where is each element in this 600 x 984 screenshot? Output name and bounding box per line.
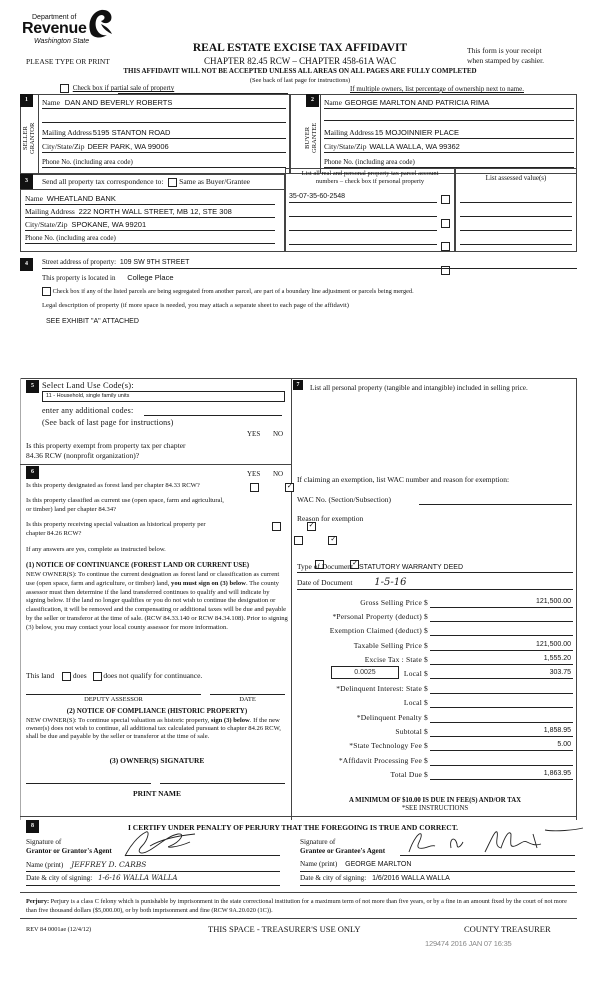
lower-box-left-border: [20, 378, 21, 820]
no-header-6: NO: [273, 470, 284, 478]
excise-tax-state-field[interactable]: 1,555.20: [430, 655, 573, 665]
excise-tax-local-row: Local $ 303.75: [403, 669, 571, 678]
notice-2-text: NEW OWNER(S): To continue special valuation as historic property, sign (3) below. If the new owner(s) does not wish to continue, all additional tax calculated pursuant to chapter 84.26 RCW, shall be due and payable by the seller or transferor at the time of sale.: [26, 717, 281, 740]
please-print-label: PLEASE TYPE OR PRINT: [26, 57, 110, 66]
owner-print-name-line[interactable]: [160, 783, 285, 784]
see-back-note: (See back of last page for instructions): [249, 77, 351, 84]
section-5-number: 5: [26, 380, 39, 393]
exemption-claimed-row: Exemption Claimed (deduct) $: [300, 626, 580, 638]
dor-emblem-icon: [85, 8, 115, 40]
grantor-name-field[interactable]: JEFFREY D. CARBS: [71, 860, 147, 869]
grantee-signature-scribble: [405, 826, 585, 858]
corr-name-field[interactable]: WHEATLAND BANK: [46, 194, 116, 203]
correspondence-row: Send all property tax correspondence to: Same as Buyer/Grantee: [42, 177, 250, 186]
segregated-checkbox[interactable]: [42, 287, 51, 296]
agency-line-2: Revenue: [22, 20, 87, 37]
agency-line-3: Washington State: [34, 38, 90, 45]
seller-name-row: Name DAN AND BEVERLY ROBERTS: [42, 98, 286, 109]
assessed-value-field[interactable]: [460, 207, 572, 217]
personal-property-deduct-row: *Personal Property (deduct) $: [300, 612, 580, 624]
deputy-assessor-label: DEPUTY ASSESSOR: [84, 696, 143, 703]
section-3-number: 3: [20, 174, 33, 189]
local-rate-field[interactable]: 0.0025: [331, 666, 399, 679]
taxable-selling-price-field[interactable]: 121,500.00: [430, 641, 573, 651]
certify-statement: I CERTIFY UNDER PENALTY OF PERJURY THAT THE FOREGOING IS TRUE AND CORRECT.: [128, 823, 459, 832]
section-6-rule: [20, 464, 291, 465]
current-use-question: Is this property classified as current use (open space, farm and agricultural, or timber) land per chapter 84.34?: [26, 497, 224, 513]
forest-land-yes-checkbox[interactable]: [272, 522, 281, 531]
gross-selling-price-field[interactable]: 121,500.00: [430, 598, 573, 608]
assessed-value-field[interactable]: [460, 193, 572, 203]
exempt-question: Is this property exempt from property tax per chapter 84.36 RCW (nonprofit organization)?: [26, 441, 186, 460]
buyer-name-field[interactable]: GEORGE MARLTON AND PATRICIA RIMA: [344, 98, 490, 107]
forest-land-question: Is this property designated as forest land per chapter 84.33 RCW?: [26, 482, 200, 489]
print-name-label: PRINT NAME: [133, 789, 181, 798]
corr-city-row: City/State/Zip SPOKANE, WA 99201: [25, 220, 275, 231]
receipt-note-1: This form is your receipt: [467, 46, 542, 55]
exemption-label: If claiming an exemption, list WAC number and reason for exemption:: [297, 475, 510, 484]
completion-warning: THIS AFFIDAVIT WILL NOT BE ACCEPTED UNLESS ALL AREAS ON ALL PAGES ARE FULLY COMPLETED: [123, 67, 477, 75]
state-technology-fee-field[interactable]: 5.00: [430, 741, 573, 751]
same-as-buyer-checkbox[interactable]: [168, 178, 177, 187]
partial-sale-row: [60, 84, 174, 93]
continuance-row: This land does does not qualify for continuance.: [26, 671, 203, 680]
street-address-row: Street address of property: 109 SW 9TH STREET: [42, 258, 577, 269]
perjury-bottom-rule: [20, 918, 577, 919]
seller-side-divider: [38, 94, 39, 174]
form-chapter: CHAPTER 82.45 RCW – CHAPTER 458-61A WAC: [204, 56, 396, 66]
delinquent-penalty-field[interactable]: [430, 713, 573, 723]
does-qualify-checkbox[interactable]: [62, 672, 71, 681]
assessor-date-line[interactable]: [210, 694, 285, 695]
treasurer-use-only: THIS SPACE - TREASURER'S USE ONLY: [208, 924, 361, 934]
notice-2-title: (2) NOTICE OF COMPLIANCE (HISTORIC PROPERTY): [66, 707, 248, 715]
grantee-date-field[interactable]: 1/6/2016 WALLA WALLA: [372, 875, 450, 882]
parcels-header: List all real and personal property tax parcel account numbers – check box if personal property: [301, 170, 439, 185]
buyer-side-divider: [320, 94, 321, 174]
buyer-name-row: Name GEORGE MARLTON AND PATRICIA RIMA: [324, 98, 574, 109]
partial-sale-label: Check box if partial sale of property: [72, 84, 175, 93]
forest-land-no-checkbox[interactable]: [307, 522, 316, 531]
excise-tax-state-row: Excise Tax : State $ 1,555.20: [364, 655, 571, 664]
buyer-phone-row: Phone No. (including area code): [324, 157, 574, 168]
delinquent-penalty-row: *Delinquent Penalty $: [300, 713, 580, 725]
affidavit-processing-fee-field[interactable]: [430, 756, 573, 766]
parcel-number-field[interactable]: [289, 235, 437, 245]
located-in-field[interactable]: College Place: [127, 273, 174, 282]
seller-name-line-2[interactable]: [42, 122, 286, 123]
doc-date-row: Date of Document 1-5-16: [297, 577, 573, 590]
section-2-number: 2: [306, 94, 319, 107]
exempt-yes-checkbox[interactable]: [250, 483, 259, 492]
buyer-mailing-field[interactable]: 15 MOJOINNIER PLACE: [374, 128, 459, 137]
minimum-due-note: A MINIMUM OF $10.00 IS DUE IN FEE(S) AND/OR TAX: [348, 797, 522, 804]
legal-description-field[interactable]: SEE EXHIBIT "A" ATTACHED: [46, 318, 139, 325]
assessor-date-label: DATE: [239, 696, 256, 703]
seller-mailing-field[interactable]: 5195 STANTON ROAD: [92, 128, 171, 137]
seller-mailing-row: Mailing Address5195 STANTON ROAD: [42, 128, 286, 139]
form-title: REAL ESTATE EXCISE TAX AFFIDAVIT: [192, 42, 408, 54]
land-use-label: Select Land Use Code(s):: [42, 380, 134, 390]
dor-logo: [22, 8, 122, 48]
grantee-name-row: Name (print) GEORGE MARLTON: [300, 860, 575, 872]
yes-header-6: YES: [247, 470, 261, 478]
grantor-date-row: Date & city of signing: 1-6-16 WALLA WALLA: [26, 874, 280, 886]
notice-1-title: (1) NOTICE OF CONTINUANCE (FOREST LAND OR CURRENT USE): [26, 561, 250, 569]
county-treasurer-label: COUNTY TREASURER: [464, 924, 551, 934]
personal-property-checkbox[interactable]: [441, 195, 450, 204]
subtotal-field[interactable]: 1,858.95: [430, 727, 573, 737]
personal-property-label: List all personal property (tangible and intangible) included in selling price.: [310, 384, 528, 392]
section-5-see-back: (See back of last page for instructions): [42, 418, 174, 427]
receipt-note-2: when stamped by cashier.: [467, 56, 545, 65]
seller-side-label: SELLER GRANTOR: [22, 122, 36, 154]
corr-city-field[interactable]: SPOKANE, WA 99201: [71, 220, 147, 229]
treasurer-stamp: 129474 2016 JAN 07 16:35: [425, 939, 512, 948]
form-id: REV 84 0001ae (12/4/12): [26, 926, 92, 933]
additional-codes-field[interactable]: [144, 415, 282, 416]
perjury-notice: Perjury: Perjury is a class C felony which is punishable by imprisonment in the state correctional institution for a maximum term of not more than five years, or by a fine in an amount fixed by the court of not more than five thousand dollars ($5,000.00), or by both imprisonment and fine (RCW 9A.20.020 (1C)).: [26, 898, 567, 914]
doc-type-field[interactable]: STATUTORY WARRANTY DEED: [359, 564, 463, 571]
multiple-owners-note: If multiple owners, list percentage of ownership next to name.: [350, 85, 524, 93]
parcel-number-field[interactable]: 35-07-35-60-2548: [289, 193, 437, 203]
historical-question: Is this property receiving special valuation as historical property per chapter 84.26 RCW?: [26, 521, 206, 537]
section-8-number: 8: [26, 820, 39, 833]
assessed-value-field[interactable]: [460, 221, 572, 231]
excise-tax-local-field[interactable]: 303.75: [430, 669, 573, 679]
personal-property-deduct-field[interactable]: [430, 612, 573, 622]
doc-type-row: Type of Document STATUTORY WARRANTY DEED: [297, 562, 573, 573]
section-8-rule: [20, 816, 577, 817]
agency-line-1: Department of: [32, 14, 77, 21]
buyer-mailing-row: Mailing Address15 MOJOINNIER PLACE: [324, 128, 574, 139]
seller-name-field[interactable]: DAN AND BEVERLY ROBERTS: [64, 98, 173, 107]
delinquent-interest-local-field[interactable]: [430, 698, 573, 708]
corr-phone-row: Phone No. (including area code): [25, 233, 275, 244]
buyer-side-label: BUYER GRANTEE: [304, 122, 318, 154]
corr-mailing-field[interactable]: 222 NORTH WALL STREET, MB 12, STE 308: [78, 207, 232, 216]
state-technology-fee-row: *State Technology Fee $ 5.00: [349, 741, 571, 750]
subtotal-row: Subtotal $ 1,858.95: [395, 727, 571, 736]
seller-city-row: City/State/Zip DEER PARK, WA 99006: [42, 142, 286, 153]
buyer-city-field[interactable]: WALLA WALLA, WA 99362: [369, 142, 460, 151]
deputy-assessor-signature-line[interactable]: [26, 694, 201, 695]
located-in-row: This property is located in College Place: [42, 273, 174, 282]
corr-name-row: Name WHEATLAND BANK: [25, 194, 275, 205]
legal-description-label: Legal description of property (if more space is needed, you may attach a separate sheet to each page of the affidavit): [42, 302, 349, 309]
gross-selling-price-row: Gross Selling Price $ 121,500.00: [360, 598, 571, 607]
street-address-field[interactable]: 109 SW 9TH STREET: [119, 259, 190, 266]
land-use-select[interactable]: 11 - Household, single family units: [42, 391, 285, 402]
grantor-name-row: Name (print) JEFFREY D. CARBS: [26, 860, 280, 872]
no-header-5: NO: [273, 430, 284, 438]
current-use-yes-checkbox[interactable]: [294, 536, 303, 545]
exemption-claimed-field[interactable]: [430, 626, 573, 636]
assessed-value-field[interactable]: [460, 235, 572, 245]
corr-mailing-row: Mailing Address 222 NORTH WALL STREET, MB 12, STE 308: [25, 207, 275, 218]
parcel-number-field[interactable]: [289, 207, 437, 217]
section-4-number: 4: [20, 258, 33, 271]
grantor-signature-label: Signature of Grantor or Grantor's Agent: [26, 838, 112, 855]
wac-row: WAC No. (Section/Subsection): [297, 495, 391, 504]
taxable-selling-price-row: Taxable Selling Price $ 121,500.00: [353, 641, 571, 650]
owner-signature-line[interactable]: [26, 783, 151, 784]
grantor-signature-scribble: [120, 826, 210, 860]
partial-sale-checkbox[interactable]: [60, 84, 69, 93]
delinquent-interest-local-row: Local $: [300, 698, 580, 710]
does-not-qualify-checkbox[interactable]: [93, 672, 102, 681]
wac-field[interactable]: [419, 504, 572, 505]
parcel-number-field[interactable]: [289, 221, 437, 231]
doc-date-field[interactable]: 1-5-16: [374, 577, 407, 588]
segregated-row: Check box if any of the listed parcels are being segregated from another parcel, are part of a boundary line adjustment or parcels being merged.: [42, 287, 414, 296]
assessed-header: List assessed value(s): [485, 174, 547, 182]
grantee-date-row: Date & city of signing: 1/6/2016 WALLA WALLA: [300, 874, 575, 886]
section-8-bottom-rule: [20, 892, 577, 893]
grantor-date-field[interactable]: 1-6-16 WALLA WALLA: [98, 874, 178, 882]
see-instructions-note: *SEE INSTRUCTIONS: [401, 805, 469, 812]
personal-property-checkbox[interactable]: [441, 242, 450, 251]
if-yes-note: If any answers are yes, complete as instructed below.: [26, 546, 166, 553]
buyer-city-row: City/State/Zip WALLA WALLA, WA 99362: [324, 142, 574, 153]
exempt-no-checkbox[interactable]: [285, 483, 294, 492]
grantee-signature-label: Signature of Grantee or Grantee's Agent: [300, 838, 386, 855]
personal-property-checkbox[interactable]: [441, 219, 450, 228]
additional-codes-row: enter any additional codes:: [42, 406, 282, 415]
current-use-no-checkbox[interactable]: [328, 536, 337, 545]
section-1-number: 1: [20, 94, 33, 107]
section-3-header-rule: [20, 189, 285, 190]
reason-label: Reason for exemption: [297, 514, 364, 523]
notice-1-text: NEW OWNER(S): To continue the current designation as forest land or classification as current use (open space, farm and agriculture, or timber) land, you must sign on (3) below. The county assessor must then determine if the land transferred continues to qualify and will indicate by signing below. If the land no longer qualifies or you do not wish to continue the designation or classification, it will be removed and the compensating or additional taxes will be due and payable by the seller or transferor at the time of sale. (RCW 84.33.140 or RCW 84.34.108). Prior to signing (3) below, you may contact your local county assessor for more information.: [26, 571, 288, 631]
owner-signature-title: (3) OWNER(S) SIGNATURE: [109, 756, 205, 765]
affidavit-processing-fee-row: *Affidavit Processing Fee $: [300, 756, 580, 768]
column-divider: [291, 378, 292, 820]
seller-city-field[interactable]: DEER PARK, WA 99006: [87, 142, 169, 151]
buyer-name-line-2[interactable]: [324, 120, 574, 121]
grantee-name-field[interactable]: GEORGE MARLTON: [345, 861, 412, 868]
total-due-row: Total Due $ 1,863.95: [390, 770, 571, 779]
seller-phone-row: Phone No. (including area code): [42, 157, 286, 168]
delinquent-interest-state-row: *Delinquent Interest: State $: [300, 684, 580, 696]
section-6-number: 6: [26, 466, 39, 479]
section-7-number: 7: [293, 380, 303, 390]
delinquent-interest-state-field[interactable]: [430, 684, 573, 694]
yes-header-5: YES: [247, 430, 261, 438]
total-due-field[interactable]: 1,863.95: [430, 770, 573, 780]
